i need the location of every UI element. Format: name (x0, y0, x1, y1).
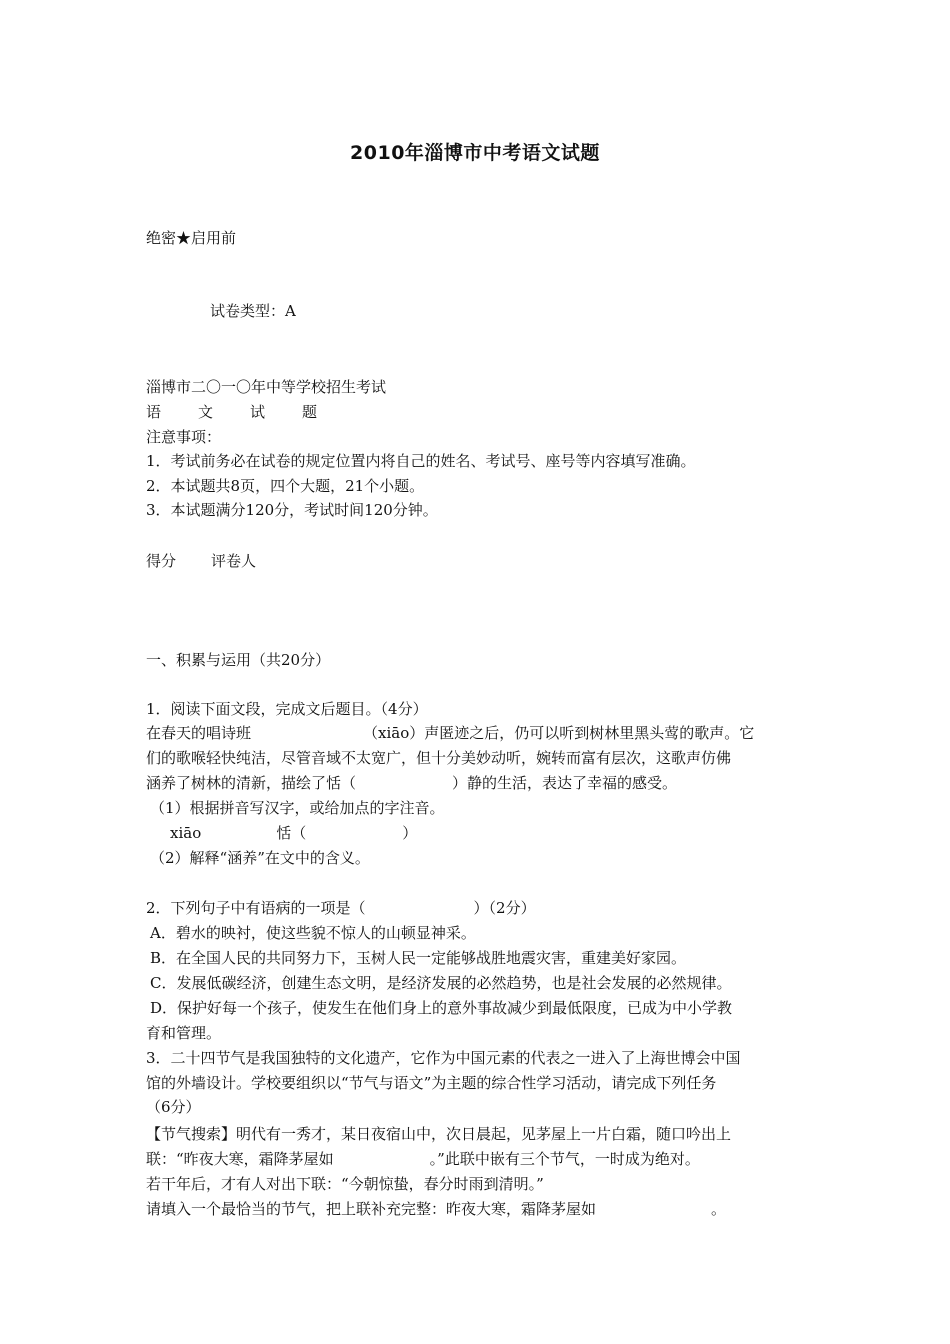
q1-passage-text: ）静的生活，表达了幸福的感受。 (452, 774, 678, 792)
exam-name: 淄博市二〇一〇年中等学校招生考试 (146, 378, 387, 396)
tian-label-close: ） (402, 824, 418, 842)
q3-line: 3．二十四节气是我国独特的文化遗产，它作为中国元素的代表之一进入了上海世博会中国 (146, 1049, 741, 1067)
section1-heading: 一、积累与运用（共20分） (146, 651, 331, 669)
note-item: 1．考试前务必在试卷的规定位置内将自己的姓名、考试号、座号等内容填写准确。 (146, 452, 696, 470)
note-item: 2．本试题共8页，四个大题，21个小题。 (146, 477, 425, 495)
q1-passage-line (146, 771, 677, 795)
q1-passage-text: 涵养了树林的清新，描绘了恬（ (146, 774, 357, 792)
paper-type: 试卷类型：A (210, 302, 296, 320)
q2-stem (146, 896, 536, 920)
q1-sub1: （1）根据拼音写汉字，或给加点的字注音。 (150, 799, 445, 817)
note-item: 3．本试题满分120分，考试时间120分钟。 (146, 501, 438, 519)
secrecy-label: 绝密★启用前 (146, 229, 237, 247)
q1-passage-text: 在春天的唱诗班 (146, 724, 252, 742)
q2-option-d: D．保护好每一个孩子，使发生在他们身上的意外事故减少到最低限度，已成为中小学教 (150, 999, 733, 1017)
subject-char: 题 (302, 403, 318, 421)
subject-char: 试 (250, 403, 266, 421)
q1-passage-line (146, 721, 754, 745)
q1-passage-line: 们的歌喉轻快纯洁，尽管音域不太宽广，但十分美妙动听，婉转而富有层次，这歌声仿佛 (146, 749, 732, 767)
q3-text: 请填入一个最恰当的节气，把上联补充完整：昨夜大寒，霜降茅屋如 (146, 1200, 597, 1218)
q3-line (146, 1197, 726, 1221)
q2-option-c: C．发展低碳经济，创建生态文明，是经济发展的必然趋势，也是社会发展的必然规律。 (150, 974, 732, 992)
q2-option-b: B．在全国人民的共同努力下，玉树人民一定能够战胜地震灾害，重建美好家园。 (150, 949, 687, 967)
q3-line: 【节气搜索】明代有一秀才，某日夜宿山中，次日晨起，见茅屋上一片白霜，随口吟出上 (146, 1125, 732, 1143)
q1-sub2: （2）解释“涵养”在文中的含义。 (150, 849, 370, 867)
q1-passage-text: （xiāo）声匿迹之后，仍可以听到树林里黑头莺的歌声。它 (363, 724, 755, 742)
subject-char: 文 (198, 403, 214, 421)
q3-text: 。”此联中嵌有三个节气，一时成为绝对。 (429, 1150, 700, 1168)
q3-text: 联：“昨夜大寒，霜降茅屋如 (146, 1150, 334, 1168)
pinyin-xiao: xiāo (170, 824, 202, 842)
q3-line: 馆的外墙设计。学校要组织以“节气与语文”为主题的综合性学习活动，请完成下列任务 (146, 1074, 717, 1092)
document-title: 2010年淄博市中考语文试题 (350, 142, 600, 164)
q1-sub1-answers (170, 821, 417, 845)
tian-label: 恬（ (276, 824, 307, 842)
q2-option-a: A．碧水的映衬，使这些貌不惊人的山顿显神采。 (150, 924, 476, 942)
score-box (146, 549, 256, 573)
subject-char: 语 (146, 403, 162, 421)
q3-text: 。 (711, 1200, 727, 1218)
q3-line: 若干年后，才有人对出下联：“今朝惊蛰，春分时雨到清明。” (146, 1175, 544, 1193)
score-label: 得分 (146, 552, 177, 570)
q2-option-d-cont: 育和管理。 (146, 1024, 222, 1042)
q2-stem-text: 2．下列句子中有语病的一项是（ (146, 899, 366, 917)
q3-line (146, 1147, 700, 1171)
grader-label: 评卷人 (211, 552, 257, 570)
q3-line: （6分） (146, 1098, 201, 1116)
subject-heading (146, 400, 354, 424)
q2-stem-text: ）（2分） (473, 899, 536, 917)
q1-stem: 1．阅读下面文段，完成文后题目。（4分） (146, 700, 428, 718)
notes-heading: 注意事项： (146, 428, 222, 446)
